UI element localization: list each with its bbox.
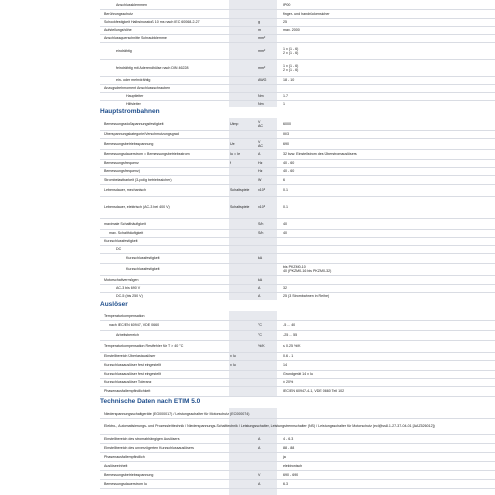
row-label: Hauptleiter [126, 94, 144, 98]
row-label: Bemessungsdauerstrom = Bemessungsbetriebsstrom [104, 152, 190, 156]
row-value: Grundgerät 14 x Iu [283, 372, 313, 376]
row-unit: A [258, 293, 261, 298]
row-value: -25 ... 55 [283, 333, 298, 337]
row-value: ≤ 0.25 %/K [283, 344, 301, 348]
row-label: Einstellbereich des unverzögerten Kurzschlussauslösers [104, 445, 194, 450]
row-value: bis PKZM0-10 40 (PKZM0-16 bis PKZM0-32) [283, 265, 332, 273]
row-value: 6000 [283, 122, 291, 126]
row-label: Bemessungsdauerstrom Iu [104, 481, 147, 486]
row-value: max. 2000 [283, 28, 300, 32]
row-value: IP00 [283, 2, 291, 7]
row-unit: mm² [258, 36, 266, 40]
row-label: Kurzschlussauslöser Toleranz [104, 380, 152, 384]
row-value: 32 bzw. Einstellstrom des Überstromauslösers [283, 152, 357, 156]
row-label: Lebensdauer, mechanisch [104, 188, 146, 192]
row-unit: Hz [258, 169, 263, 173]
row-value: 88 - 88 [283, 445, 295, 450]
table-row [100, 42, 495, 60]
row-value: ± 20% [283, 380, 294, 384]
row-label: nach IEC/EN 60947, VDE 0660 [109, 323, 160, 327]
row-label: DC-5 (bis 250 V) [116, 293, 143, 298]
row-symbol: Ue [230, 141, 235, 146]
row-unit: °C [258, 333, 263, 337]
row-label: Temperaturkompensation [104, 313, 145, 318]
row-value: 1 x (1 - 6) 2 x (1 - 6) [283, 46, 299, 55]
datasheet [100, 0, 495, 495]
row-value: 25 (3 Strombahnen in Reihe) [283, 293, 330, 298]
row-label: Kurzschlussauslöser fest eingestellt [104, 372, 161, 376]
section-title-main: Hauptstrombahnen [100, 108, 160, 115]
row-value: 0.1 [283, 205, 288, 209]
etim-intro-text: Elektro-, Automatisierungs- und Prozessleittechnik / Niederspannungs-Schalttechnik / Leistungsschalter, Leistungstrennschalter (NS) / Leistungsschalter für Motorschutz (ecl@ss8.1-27-37-04-01 [AAZ526012]) [104, 424, 435, 428]
row-label: eindrähtig [116, 48, 132, 53]
row-label: Schockfestigkeit Halbsinusstoß 10 ms nach IEC 60068-2-27 [104, 20, 200, 24]
row-label: Strombelastbarkeit (3-polig betriebssicher) [104, 177, 172, 182]
row-unit: V AC [258, 139, 263, 148]
row-label: Temperaturkompensation Restfehler für T > 40 °C [104, 344, 184, 348]
row-label: Kurzschlussfestigkeit [104, 239, 138, 243]
row-value: 6 [283, 177, 285, 182]
row-label: Hilfsleiter [126, 101, 141, 106]
row-value: finger- und handrückensicher [283, 11, 330, 16]
row-value: III/3 [283, 132, 289, 136]
row-value: 40 - 60 [283, 161, 295, 165]
row-symbol: x Iu [230, 363, 236, 367]
row-unit: Hz [258, 161, 263, 165]
row-unit: Nm [258, 101, 264, 106]
row-label: Motorschaltvermögen [104, 277, 139, 282]
row-label: maximale Schalthäufigkeit [104, 221, 146, 226]
row-label: Berührungsschutz [104, 11, 133, 16]
row-unit: A [258, 481, 261, 486]
row-label: Bemessungsfrequenz [104, 161, 139, 165]
table-row [100, 386, 495, 397]
row-symbol: f [230, 161, 231, 165]
row-value: 690 - 690 [283, 472, 299, 477]
row-label: Kurzschlussfestigkeit [126, 267, 160, 271]
row-unit: %/K [258, 344, 265, 348]
row-unit: kA [258, 277, 263, 282]
row-value: 6.3 [283, 481, 288, 486]
row-unit: A [258, 285, 261, 290]
row-unit: mm² [258, 48, 266, 53]
row-value: 32 [283, 285, 287, 290]
row-label: Bemessungsstoßspannungsfestigkeit [104, 122, 164, 126]
row-label: DC [116, 247, 122, 251]
row-unit: kA [258, 256, 263, 260]
row-unit: V AC [258, 120, 263, 128]
row-label: Bemessungsfrequenz) [104, 169, 140, 173]
row-value: 40 [283, 221, 287, 226]
row-value: 25 [283, 20, 287, 24]
row-value: 0.6 - 1 [283, 354, 294, 358]
row-unit: mm² [258, 65, 266, 70]
etim-intro-line [100, 418, 495, 435]
row-value: 690 [283, 141, 289, 146]
row-unit: m [258, 28, 261, 32]
row-label: Lebensdauer, elektrisch (AC-3 bei 400 V) [104, 205, 170, 209]
row-value: 40 - 60 [283, 169, 295, 173]
row-unit: V [258, 472, 261, 477]
row-label: Kurzschlussfestigkeit [126, 256, 160, 260]
row-symbol: Schaltspiele [230, 205, 250, 209]
row-value: 14 [283, 363, 287, 367]
row-unit: g [258, 20, 260, 24]
table-row [100, 479, 495, 489]
row-value: 18 - 10 [283, 78, 295, 82]
row-unit: W [258, 177, 262, 182]
row-label: Bemessungsbetriebsspannung [104, 141, 154, 146]
row-symbol: Schaltspiele [230, 188, 250, 192]
row-label: feindrähtig mit Aderendhülse nach DIN 46228 [116, 65, 189, 70]
row-unit: A [258, 152, 261, 156]
row-value: ja [283, 454, 286, 459]
row-label: Phasenausfallempfindlichkeit [104, 389, 151, 393]
row-value: 4 - 6.3 [283, 436, 294, 441]
row-unit: °C [258, 323, 263, 327]
row-value: 0.1 [283, 188, 288, 192]
row-label: Anschlussklemmen [116, 2, 147, 7]
row-label: AC-3 bis 690 V [116, 285, 141, 290]
row-label: Arbeitsbereich [116, 333, 139, 337]
table-row [100, 59, 495, 77]
row-label: ein- oder mehrdrähtig [116, 78, 151, 82]
row-symbol: Iu = Ie [230, 152, 241, 156]
table-row [100, 196, 495, 219]
row-value: 1 x (1 - 6) 2 x (1 - 6) [283, 63, 299, 72]
section-band-trip [100, 300, 495, 311]
row-unit: S/h [258, 221, 264, 226]
row-unit: A [258, 436, 261, 441]
row-label: Bemessungsbetriebsspannung [104, 472, 154, 477]
section-title-trip: Auslöser [100, 301, 128, 308]
row-label: Kurzschlussauslöser fest eingestellt [104, 363, 161, 367]
row-label: Auslöseeinheit [104, 463, 128, 468]
row-value: 1 [283, 101, 285, 106]
row-label: Einstellbereich des stromabhängigen Auslösers [104, 436, 180, 441]
row-label: Einstellbereich Überlastauslöser [104, 354, 156, 358]
row-unit: Nm [258, 94, 264, 98]
row-unit: x10⁶ [258, 188, 266, 192]
row-value: IEC/EN 60947-4-1, VDE 0660 Teil 102 [283, 389, 345, 393]
row-symbol: Uimp [230, 122, 239, 126]
row-symbol: x Iu [230, 354, 236, 358]
row-value: -5 ... 40 [283, 323, 296, 327]
row-unit: A [258, 445, 261, 450]
row-label: Phasenausfallempfindlich [104, 454, 145, 459]
row-unit: AWG [258, 78, 267, 82]
row-label: Anzugsdrehmoment Anschlussschrauben [104, 86, 171, 90]
row-value: 40 [283, 231, 287, 235]
etim-intro-text: Niederspannungsschaltgeräte (EG000017) / Leistungsschalter für Motorschutz (EC000074) [104, 412, 250, 416]
row-value: 1.7 [283, 94, 288, 98]
row-label: Anschlussquerschnitte Schraubklemme [104, 36, 167, 40]
row-unit: S/h [258, 231, 264, 235]
row-label: Überspannungskategorie/Verschmutzungsgrad [104, 132, 179, 136]
row-value: elektronisch [283, 463, 303, 468]
row-label: Aufstellungshöhe [104, 28, 132, 32]
row-label: max. Schalthäufigkeit [109, 231, 144, 235]
row-unit: x10⁶ [258, 205, 266, 209]
section-title-etim: Technische Daten nach ETIM 5.0 [100, 398, 201, 405]
